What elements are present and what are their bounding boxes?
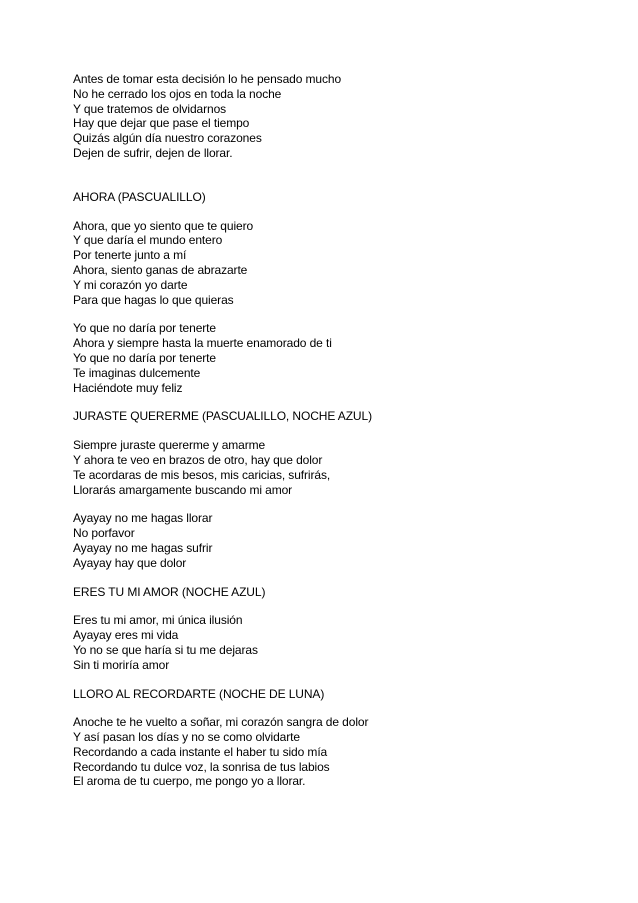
verse-block <box>73 438 593 497</box>
song-title-block <box>73 409 593 424</box>
lyric-line: Ayayay no me hagas llorar <box>73 511 213 526</box>
lyric-line: Te imaginas dulcemente <box>73 365 201 380</box>
verse-block <box>73 715 593 789</box>
lyric-line: Haciéndote muy feliz <box>73 380 183 395</box>
verse-block <box>73 219 593 308</box>
lyric-line: Quizás algún día nuestro corazones <box>73 131 262 146</box>
lyric-line: Ayayay hay que dolor <box>73 555 187 570</box>
lyric-line: Ayayay no me hagas sufrir <box>73 540 213 555</box>
verse-block <box>73 613 593 672</box>
lyric-line: No he cerrado los ojos en toda la noche <box>73 86 282 101</box>
lyric-line: Yo que no daría por tenerte <box>73 321 216 336</box>
lyric-line: Sin ti moriría amor <box>73 657 170 672</box>
lyric-line: Y que daría el mundo entero <box>73 233 223 248</box>
lyric-line: Ahora y siempre hasta la muerte enamorado de ti <box>73 336 332 351</box>
lyric-line: Recordando tu dulce voz, la sonrisa de tus labios <box>73 759 330 774</box>
lyric-line: No porfavor <box>73 526 135 541</box>
song-title: JURASTE QUERERME (PASCUALILLO, NOCHE AZUL) <box>73 409 372 424</box>
lyric-line: Yo que no daría por tenerte <box>73 350 216 365</box>
lyric-line: Hay que dejar que pase el tiempo <box>73 116 250 131</box>
lyric-line: Para que hagas lo que quieras <box>73 292 234 307</box>
lyric-line: Llorarás amargamente buscando mi amor <box>73 482 293 497</box>
lyric-line: Eres tu mi amor, mi única ilusión <box>73 613 243 628</box>
lyric-line: Ahora, que yo siento que te quiero <box>73 218 254 233</box>
verse-block <box>73 321 593 395</box>
lyric-line: Ahora, siento ganas de abrazarte <box>73 262 248 277</box>
verse-block <box>73 511 593 570</box>
lyric-line: El aroma de tu cuerpo, me pongo yo a llorar. <box>73 774 306 789</box>
verse-block <box>73 72 593 161</box>
song-title-block <box>73 687 593 702</box>
lyric-line: Siempre juraste quererme y amarme <box>73 438 266 453</box>
lyric-line: Por tenerte junto a mí <box>73 248 187 263</box>
song-title: AHORA (PASCUALILLO) <box>73 189 206 204</box>
lyric-line: Ayayay eres mi vida <box>73 628 179 643</box>
song-title: ERES TU MI AMOR (NOCHE AZUL) <box>73 584 266 599</box>
song-title-block <box>73 585 593 600</box>
lyric-line: Yo no se que haría si tu me dejaras <box>73 642 258 657</box>
lyric-line: Y ahora te veo en brazos de otro, hay que dolor <box>73 452 323 467</box>
lyric-line: Te acordaras de mis besos, mis caricias, sufrirás, <box>73 467 331 482</box>
document-page <box>73 72 593 803</box>
lyric-line: Dejen de sufrir, dejen de llorar. <box>73 145 233 160</box>
song-title: LLORO AL RECORDARTE (NOCHE DE LUNA) <box>73 686 325 701</box>
lyric-line: Antes de tomar esta decisión lo he pensado mucho <box>73 72 342 86</box>
lyric-line: Y así pasan los días y no se como olvidarte <box>73 730 300 745</box>
lyric-line: Recordando a cada instante el haber tu sido mía <box>73 744 328 759</box>
lyric-line: Y que tratemos de olvidarnos <box>73 101 227 116</box>
lyric-line: Y mi corazón yo darte <box>73 277 188 292</box>
lyric-line: Anoche te he vuelto a soñar, mi corazón sangra de dolor <box>73 715 369 730</box>
song-title-block <box>73 190 593 205</box>
